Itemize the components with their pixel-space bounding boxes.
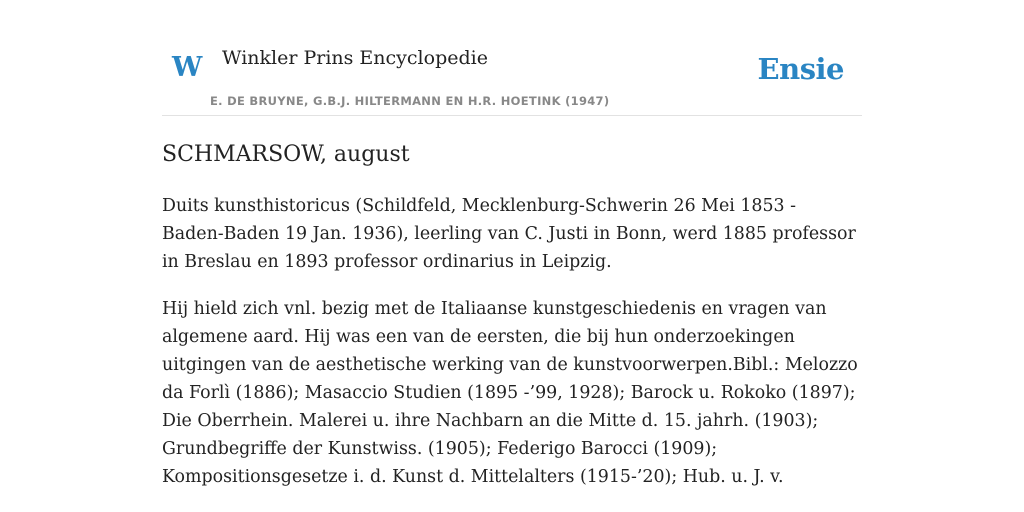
ensie-logo[interactable]: Ensie [757,52,844,86]
entry-paragraph: Duits kunsthistoricus (Schildfeld, Mecklenburg-Schwerin 26 Mei 1853 - Baden-Baden 19 Jan. 1936), leerling van C. Justi in Bonn, werd 1885 professor in Breslau en 1893 professor ordinarius in Leipzig. [162,196,856,272]
entry-body [162,192,862,510]
winkler-prins-logo[interactable]: W [172,52,203,83]
site-authors: E. DE BRUYNE, G.B.J. HILTERMANN EN H.R. HOETINK (1947) [210,94,610,108]
entry-paragraph: Hij hield zich vnl. bezig met de Italiaanse kunstgeschiedenis en vragen van algemene aard. Hij was een van de eersten, die bij hun onderzoekingen uitgingen van de aesthetische werking van de kunstvoorwerpen.Bibl.: Melozzo da Forlì (1886); Masaccio Studien (1895 -’99, 1928); Barock u. Rokoko (1897); Die Oberrhein. Malerei u. ihre Nachbarn an die Mitte d. 15. jahrh. (1903); Grundbegriffe der Kunstwiss. (1905); Federigo Barocci (1909); Kompositionsgesetze i. d. Kunst d. Mittelalters (1915-’20); Hub. u. J. v. [162,299,858,487]
site-header [162,40,862,116]
entry-title: SCHMARSOW, august [162,142,410,167]
site-title[interactable]: Winkler Prins Encyclopedie [222,47,488,69]
